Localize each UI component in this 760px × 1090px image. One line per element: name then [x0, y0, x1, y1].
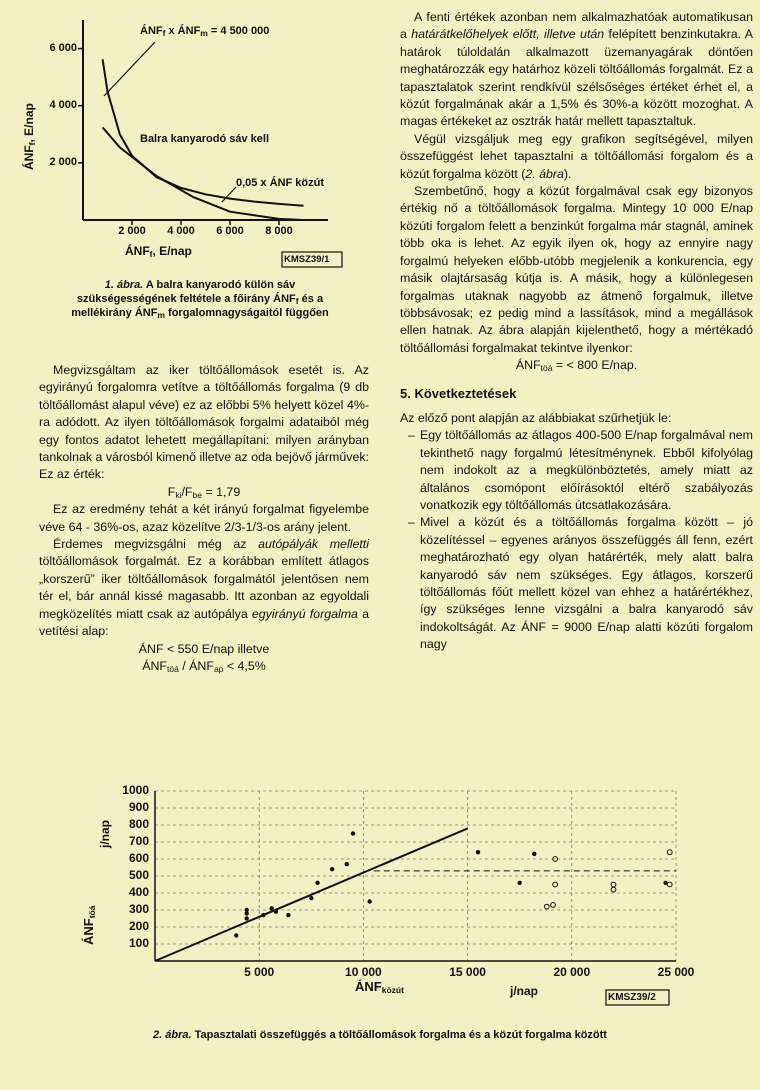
- x-tick-label: 15 000: [449, 965, 486, 979]
- x-tick-label: 4 000: [167, 225, 195, 237]
- data-point-filled: [476, 850, 480, 854]
- data-point-open: [553, 882, 558, 887]
- y-tick-label: 400: [128, 885, 149, 899]
- paragraph: Ez az eredmény tehát a két irányú forgalmat figyelembe véve 64 - 36%-os, azaz közelítve 2/3-1/3-os arány jelent.: [39, 502, 369, 534]
- data-point-filled: [286, 913, 290, 917]
- x-tick-label: 25 000: [657, 965, 695, 979]
- top-label-leader: [104, 42, 155, 96]
- data-point-filled: [261, 913, 265, 917]
- y-axis-label: $ÁNF_{töá}$: [81, 905, 97, 945]
- data-point-filled: [244, 916, 248, 920]
- x-tick-label: 10 000: [345, 965, 382, 979]
- data-point-filled: [330, 867, 334, 871]
- paragraph: Az előző pont alapján az alábbiakat szűrhetjük le:: [400, 410, 672, 425]
- figure-2-chart: [0, 770, 760, 1025]
- x-tick-label: 6 000: [216, 225, 244, 237]
- x-tick-label: 2 000: [118, 225, 146, 237]
- y-tick-label: 800: [128, 817, 149, 831]
- data-point-filled: [274, 910, 278, 914]
- y-tick-label: 100: [128, 936, 149, 950]
- list-item: – Mivel a közút és a töltőállomás forgalma között – jó közelítéssel – egyenes arányos összefüggés áll fenn, ezért meghatározható egy olyan határérték, mely alatt balra kanyarodó sáv nem szükséges. Egy átlagos, korszerű töltőállomás főút mellett közel van ehhez a határértékhez, így szükséges lenne vizsgálni a balra kanyarodó sáv indokoltságát. Az ÁNF = 9000 E/nap alatti közúti forgalom nagy: [420, 514, 753, 653]
- equation: $ÁNF_{töá}$ = < 800 E/nap.: [515, 358, 638, 374]
- data-point-open: [551, 903, 556, 908]
- equation: ÁNF < 550 E/nap illetve $ÁNF_{töá}$ / $ÁNF_{ap} < 4,5\%$: [138, 641, 270, 674]
- x-tick-label: 20 000: [553, 965, 591, 979]
- data-point-filled: [367, 899, 371, 903]
- x-unit-label: j/nap: [510, 984, 539, 998]
- data-point-open: [667, 882, 672, 887]
- data-point-filled: [345, 862, 349, 866]
- figure-1-chart: [0, 0, 395, 275]
- y-tick-label: 500: [128, 868, 149, 882]
- y-tick-label: 300: [128, 902, 149, 916]
- y-tick-label: 700: [128, 834, 149, 848]
- conclusion-list: [400, 427, 753, 653]
- data-point-filled: [234, 933, 238, 937]
- y-tick-label: 6 000: [49, 41, 77, 54]
- paragraph: A fenti értékek azonban nem alkalmazhatóak automatikusan a határátkelőhelyek előtt, illetve után felépített benzinkutakra. A határok túloldalán alkalmazott üzemanyagárak döntően meghatározzák egy határhoz közeli töltőállomás forgalmát. Ez a tapasztalatok szerint rendkívül szélsőséges értéket érhet el, a közút forgalmának akár a 1,5% és 30%-a között mozoghat. A magas értékeket az osztrák határ mellett tapasztaltuk.: [400, 10, 753, 129]
- x-tick-label: 5 000: [244, 965, 275, 979]
- y-axis-label: $ÁNF_f$, E/nap: [22, 103, 37, 170]
- data-point-filled: [309, 896, 313, 900]
- y-tick-label: 4 000: [49, 98, 77, 111]
- y-tick-label: 600: [128, 851, 149, 865]
- data-point-filled: [351, 831, 355, 835]
- data-point-filled: [270, 906, 274, 910]
- paragraph: Érdemes megvizsgálni még az autópályák melletti töltőállomások forgalmát. Ez a korábban említett átlagos „korszerű” iker töltőállomások forgalmától jelentősen nem tér el, bár annál kissé magasabb. Itt azonban az egyoldali megközelítés miatt csak az autópálya egyirányú forgalma a vetítési alap:: [39, 537, 369, 639]
- data-point-filled: [518, 881, 522, 885]
- figure-1-caption: 1. ábra. A balra kanyarodó külön sáv szükségességének feltétele a főirány $ÁNF_f$ és a mellékirány $ÁNF_m$ forgalomnagyságaitól függően: [71, 279, 329, 320]
- paragraph: Szembetűnő, hogy a közút forgalmával csak egy bizonyos értékig nő a töltőállomások forgalma. Mintegy 10 000 E/nap közúti forgalom felett a benzinkút forgalma már stagnál, aminek több oka is lehet. Az egyik ilyen ok, hogy az ennyire nagy forgalmú helyeken előbb-utóbb megjelenik a konkurencia, egy másik olajtársaság kútja is. A másik, hogy a különlegesen forgalmas utaknak nagyobb az átmenő forgalmuk, illetve többsávosak; ez pedig mind a lassítások, mind a megállások ellen hatnak. Az ábra alapján kijelenthető, hogy a mértékadó töltőállomási forgalmakat tekintve ilyenkor:: [400, 184, 753, 355]
- list-item: – Egy töltőállomás az átlagos 400-500 E/nap forgalmával nem tekinthető nagy forgalmú létesítménynek. Ebből kifolyólag nem indokolt az a megkülönböztetés, amely miatt az általános csomópont előírásoktól eltérő szabályozás vonatkozik egy töltőállomás útcsatlakozására.: [420, 427, 753, 514]
- equation: $F_{ki}/F_{be} = 1,79$: [167, 484, 241, 500]
- x-axis-label: $ÁNF_f$, E/nap: [125, 244, 192, 259]
- data-point-open: [611, 887, 616, 892]
- left-text-column: [39, 362, 369, 675]
- data-point-open: [667, 850, 672, 855]
- paragraph: Megvizsgáltam az iker töltőállomások esetét is. Az egyirányú forgalomra vetítve a töltőállomás forgalma (9 db töltőállomást alapul véve) ez az előbbi 5% helyett közel 4%-ra adódott. Az ilyen töltőállomások forgalmi adataiból még egy fontos adatot lehetett megállapítani: milyen arányban tankolnak a városból kimenő illetve az oda bejövő járművek: Ez az érték:: [39, 363, 369, 482]
- data-point-open: [544, 904, 549, 909]
- figure-2-caption: 2. ábra. Tapasztalati összefüggés a töltőállomások forgalma és a közút forgalma között: [153, 1029, 607, 1041]
- y-tick-label: 200: [128, 919, 149, 933]
- top-curve-label: $ÁNF_f$ x $ÁNF_m = 4$ 500 000: [140, 25, 270, 38]
- data-point-filled: [315, 881, 319, 885]
- section-heading: 5. Következtetések: [400, 385, 517, 401]
- x-tick-label: 8 000: [265, 225, 293, 237]
- y-tick-label: 1000: [122, 783, 149, 797]
- paragraph: Végül vizsgáljuk meg egy grafikon segítségével, milyen összefüggést lehet tapasztalni a töltőállomási forgalom és a közút forgalma között (2. ábra).: [400, 131, 753, 181]
- figure-code: KMSZ39/2: [608, 992, 656, 1003]
- data-point-filled: [244, 908, 248, 912]
- trend-line: [155, 828, 468, 961]
- right-text-column: [400, 9, 753, 654]
- y-tick-label: 2 000: [49, 155, 77, 168]
- data-point-open: [611, 882, 616, 887]
- data-point-filled: [532, 852, 536, 856]
- y-tick-label: 900: [128, 800, 149, 814]
- region-label: Balra kanyarodó sáv kell: [140, 133, 270, 145]
- x-axis-label: $ÁNF_{közút}$: [355, 979, 404, 995]
- lower-curve-label: 0,05 x ÁNF közút: [236, 177, 325, 189]
- y-unit-label: j/nap: [98, 819, 112, 848]
- figure-code: KMSZ39/1: [284, 254, 330, 265]
